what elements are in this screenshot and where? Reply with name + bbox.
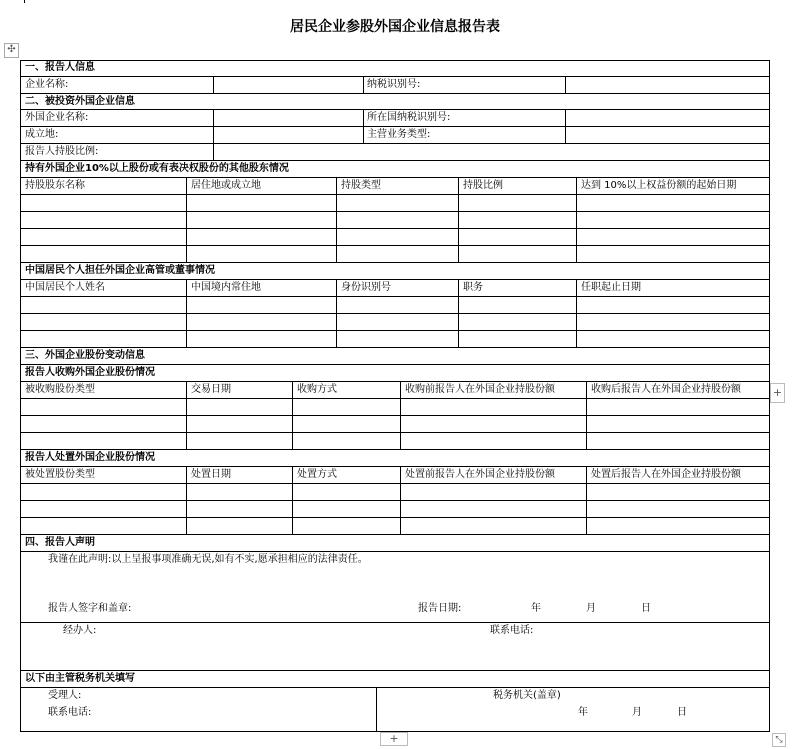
shareholders-col-start-date: 达到 10%以上权益份额的起始日期 bbox=[581, 180, 737, 191]
shareholders-col-name: 持股股东名称 bbox=[25, 180, 85, 191]
handler-phone-label: 联系电话: bbox=[490, 625, 534, 636]
report-date-month: 月 bbox=[586, 603, 596, 614]
report-date-label: 报告日期: bbox=[418, 603, 462, 614]
page-title: 居民企业参股外国企业信息报告表 bbox=[290, 19, 500, 35]
receiver-label: 受理人: bbox=[48, 690, 82, 701]
acquire-col-before: 收购前报告人在外国企业持股份额 bbox=[405, 384, 555, 395]
section4-heading: 四、报告人声明 bbox=[25, 537, 95, 548]
established-label: 成立地: bbox=[25, 129, 59, 140]
business-type-label: 主营业务类型: bbox=[367, 129, 431, 140]
handler-label: 经办人: bbox=[63, 625, 97, 636]
tax-office-heading: 以下由主管税务机关填写 bbox=[25, 673, 135, 684]
dispose-col-method: 处置方式 bbox=[297, 469, 337, 480]
table-resize-handle-icon[interactable]: ⤡ bbox=[772, 733, 786, 747]
report-date-day: 日 bbox=[641, 603, 651, 614]
declaration-text: 我谨在此声明:以上呈报事项准确无误,如有不实,愿承担相应的法律责任。 bbox=[48, 554, 368, 565]
table-move-handle-icon[interactable]: ✣ bbox=[4, 43, 19, 58]
executives-col-position: 职务 bbox=[463, 282, 483, 293]
holding-ratio-label: 报告人持股比例: bbox=[25, 146, 99, 157]
section1-heading: 一、报告人信息 bbox=[25, 62, 95, 73]
dispose-col-after: 处置后报告人在外国企业持股份额 bbox=[591, 469, 741, 480]
tax-office-phone-label: 联系电话: bbox=[48, 707, 92, 718]
executives-col-residence: 中国境内常住地 bbox=[191, 282, 261, 293]
company-name-label: 企业名称: bbox=[25, 79, 69, 90]
dispose-col-date: 处置日期 bbox=[191, 469, 231, 480]
executives-col-id: 身份识别号 bbox=[341, 282, 391, 293]
tax-office-month: 月 bbox=[632, 707, 642, 718]
shareholders-heading: 持有外国企业10%以上股份或有表决权股份的其他股东情况 bbox=[25, 163, 289, 174]
foreign-tax-id-label: 所在国纳税识别号: bbox=[367, 112, 451, 123]
dispose-col-share-type: 被处置股份类型 bbox=[25, 469, 95, 480]
shareholders-col-ratio: 持股比例 bbox=[463, 180, 503, 191]
executives-col-name: 中国居民个人姓名 bbox=[25, 282, 105, 293]
shareholders-col-type: 持股类型 bbox=[341, 180, 381, 191]
tax-office-year: 年 bbox=[578, 707, 588, 718]
acquire-col-after: 收购后报告人在外国企业持股份额 bbox=[591, 384, 741, 395]
tax-id-label: 纳税识别号: bbox=[367, 79, 421, 90]
signature-label: 报告人签字和盖章: bbox=[48, 603, 132, 614]
cursor-mark bbox=[24, 0, 25, 3]
section2-heading: 二、被投资外国企业信息 bbox=[25, 96, 135, 107]
dispose-heading: 报告人处置外国企业股份情况 bbox=[25, 452, 155, 463]
executives-col-term: 任职起止日期 bbox=[581, 282, 641, 293]
executives-heading: 中国居民个人担任外国企业高管或董事情况 bbox=[25, 265, 215, 276]
report-date-year: 年 bbox=[531, 603, 541, 614]
acquire-col-method: 收购方式 bbox=[297, 384, 337, 395]
acquire-heading: 报告人收购外国企业股份情况 bbox=[25, 367, 155, 378]
add-row-button[interactable]: + bbox=[380, 732, 408, 746]
tax-authority-seal-label: 税务机关(盖章) bbox=[493, 690, 561, 701]
acquire-col-date: 交易日期 bbox=[191, 384, 231, 395]
shareholders-col-residence: 居住地或成立地 bbox=[191, 180, 261, 191]
tax-office-day: 日 bbox=[677, 707, 687, 718]
foreign-name-label: 外国企业名称: bbox=[25, 112, 89, 123]
section3-heading: 三、外国企业股份变动信息 bbox=[25, 350, 145, 361]
acquire-col-share-type: 被收购股份类型 bbox=[25, 384, 95, 395]
dispose-col-before: 处置前报告人在外国企业持股份额 bbox=[405, 469, 555, 480]
add-column-button[interactable]: + bbox=[770, 383, 785, 403]
